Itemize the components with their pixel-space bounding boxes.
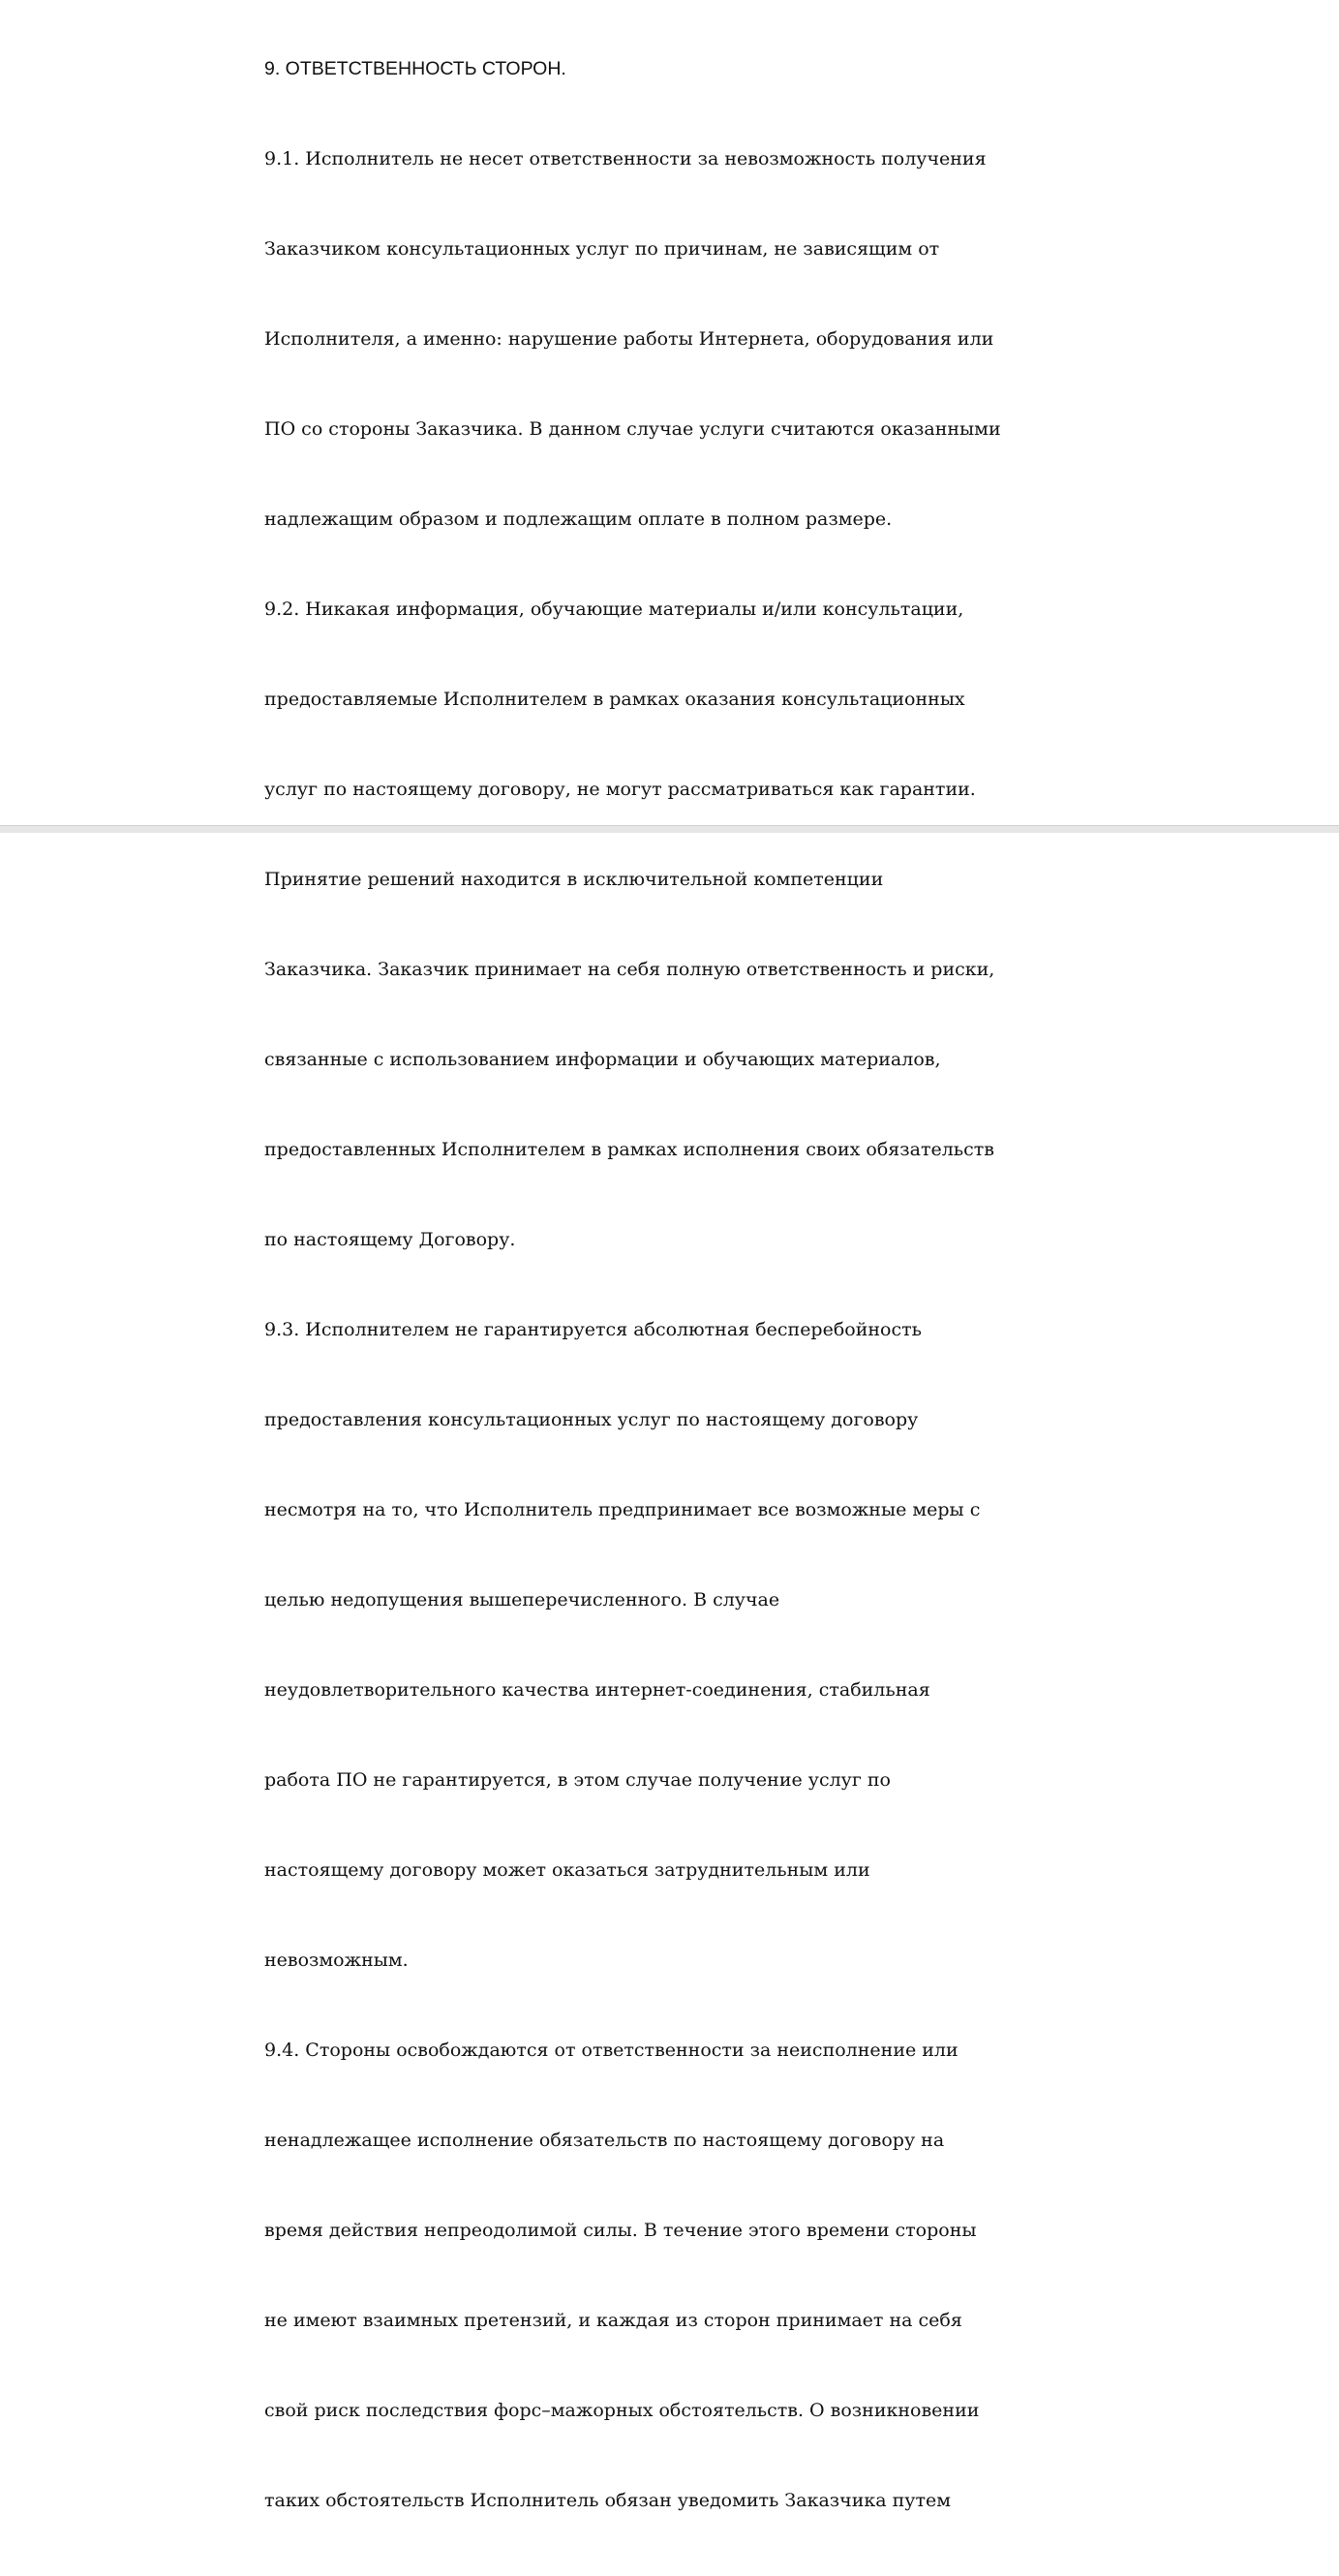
text-line: Принятие решений находится в исключительной компетенции xyxy=(264,869,884,890)
text-line: невозможным. xyxy=(264,1949,409,1971)
text-line: таких обстоятельств Исполнитель обязан уведомить Заказчика путем xyxy=(264,2490,951,2511)
text-line: не имеют взаимных претензий, и каждая из сторон принимает на себя xyxy=(264,2310,962,2331)
text-line: Исполнителя, а именно: нарушение работы Интернета, оборудования или xyxy=(264,328,994,350)
text-line: связанные с использованием информации и обучающих материалов, xyxy=(264,1049,941,1070)
text-line: по настоящему Договору. xyxy=(264,1229,516,1250)
text-line: надлежащим образом и подлежащим оплате в полном размере. xyxy=(264,508,893,530)
text-line: предоставления консультационных услуг по настоящему договору xyxy=(264,1409,919,1430)
text-line: ПО со стороны Заказчика. В данном случае услуги считаются оказанными xyxy=(264,418,1001,440)
text-line: 9.4. Стороны освобождаются от ответственности за неисполнение или xyxy=(264,2039,959,2061)
text-line: время действия непреодолимой силы. В течение этого времени стороны xyxy=(264,2220,977,2241)
horizontal-scrollbar[interactable] xyxy=(0,825,1339,833)
text-line: несмотря на то, что Исполнитель предпринимает все возможные меры с xyxy=(264,1499,981,1520)
text-line: свой риск последствия форс–мажорных обстоятельств. О возникновении xyxy=(264,2400,980,2421)
text-line: Заказчиком консультационных услуг по причинам, не зависящим от xyxy=(264,238,940,260)
text-line: 9.3. Исполнителем не гарантируется абсолютная бесперебойность xyxy=(264,1319,922,1340)
document-text xyxy=(264,0,1029,2576)
text-line: 9.2. Никакая информация, обучающие материалы и/или консультации, xyxy=(264,598,964,620)
text-line: 9.1. Исполнитель не несет ответственности за невозможность получения xyxy=(264,148,987,169)
text-line: предоставленных Исполнителем в рамках исполнения своих обязательств xyxy=(264,1139,994,1160)
text-line: ненадлежащее исполнение обязательств по настоящему договору на xyxy=(264,2130,945,2151)
section-heading: 9. ОТВЕТСТВЕННОСТЬ СТОРОН. xyxy=(264,58,566,79)
text-line: целью недопущения вышеперечисленного. В случае xyxy=(264,1589,780,1610)
text-line: услуг по настоящему договору, не могут рассматриваться как гарантии. xyxy=(264,779,976,800)
text-line: работа ПО не гарантируется, в этом случае получение услуг по xyxy=(264,1769,891,1791)
text-line: Заказчика. Заказчик принимает на себя полную ответственность и риски, xyxy=(264,959,995,980)
text-line: неудовлетворительного качества интернет-соединения, стабильная xyxy=(264,1679,930,1701)
text-line: настоящему договору может оказаться затруднительным или xyxy=(264,1859,870,1881)
text-line: предоставляемые Исполнителем в рамках оказания консультационных xyxy=(264,689,965,710)
